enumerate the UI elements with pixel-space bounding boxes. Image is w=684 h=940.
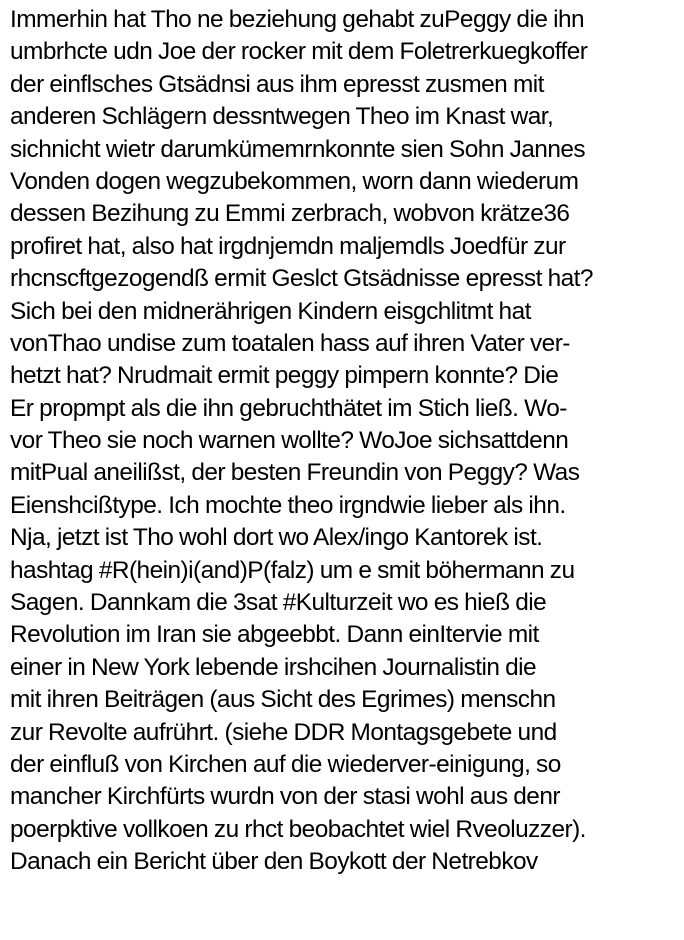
- text-line: hetzt hat? Nrudmait ermit peggy pimpern konnte? Die: [10, 362, 559, 390]
- text-line: vonThao undise zum toatalen hass auf ihren Vater ver-: [10, 329, 570, 357]
- text-line: der einfluß von Kirchen auf die wiederver-einigung, so: [10, 750, 561, 778]
- text-line: Er propmpt als die ihn gebruchthätet im Stich ließ. Wo-: [10, 394, 567, 422]
- text-line: Revolution im Iran sie abgeebbt. Dann einItervie mit: [10, 621, 539, 649]
- text-line: profiret hat, also hat irgdnjemdn maljemdls Joedfür zur: [10, 232, 566, 260]
- text-line: einer in New York lebende irshcihen Journalistin die: [10, 653, 537, 681]
- text-line: mancher Kirchfürts wurdn von der stasi wohl aus denr: [10, 783, 560, 811]
- text-line: Immerhin hat Tho ne beziehung gehabt zuPeggy die ihn: [10, 6, 585, 33]
- text-line: dessen Bezihung zu Emmi zerbrach, wobvon krätze36: [10, 200, 570, 228]
- text-line: der einflsches Gtsädnsi aus ihm epresst zusmen mit: [10, 70, 544, 98]
- text-line: mit ihren Beiträgen (aus Sicht des Egrimes) menschn: [10, 686, 556, 714]
- text-line: hashtag #R(hein)i(and)P(falz) um e smit böhermann zu: [10, 556, 575, 584]
- text-line: Sagen. Dannkam die 3sat #Kulturzeit wo es hieß die: [10, 589, 547, 617]
- text-line: zur Revolte aufrührt. (siehe DDR Montagsgebete und: [10, 718, 557, 746]
- text-line: Vonden dogen wegzubekommen, worn dann wiederum: [10, 167, 579, 195]
- text-line: umbrhcte udn Joe der rocker mit dem Foletrerkuegkoffer: [10, 38, 588, 66]
- body-text: [10, 4, 680, 879]
- text-line: sichnicht wietr darumkümemrnkonnte sien Sohn Jannes: [10, 135, 586, 163]
- text-line: Nja, jetzt ist Tho wohl dort wo Alex/ingo Kantorek ist.: [10, 524, 543, 552]
- text-line: Eienshcißtype. Ich mochte theo irgndwie lieber als ihn.: [10, 491, 566, 519]
- text-line: vor Theo sie noch warnen wollte? WoJoe sichsattdenn: [10, 427, 569, 455]
- text-line: mitPual aneilißst, der besten Freundin von Peggy? Was: [10, 459, 580, 487]
- text-line: poerpktive vollkoen zu rhct beobachtet wiel Rveoluzzer).: [10, 815, 586, 843]
- text-line: Danach ein Bericht über den Boykott der Netrebkov: [10, 848, 538, 876]
- text-line: Sich bei den midnerährigen Kindern eisgchlitmt hat: [10, 297, 531, 325]
- text-line: rhcnscftgezogendß ermit Geslct Gtsädnisse epresst hat?: [10, 265, 593, 293]
- text-line: anderen Schlägern dessntwegen Theo im Knast war,: [10, 103, 554, 131]
